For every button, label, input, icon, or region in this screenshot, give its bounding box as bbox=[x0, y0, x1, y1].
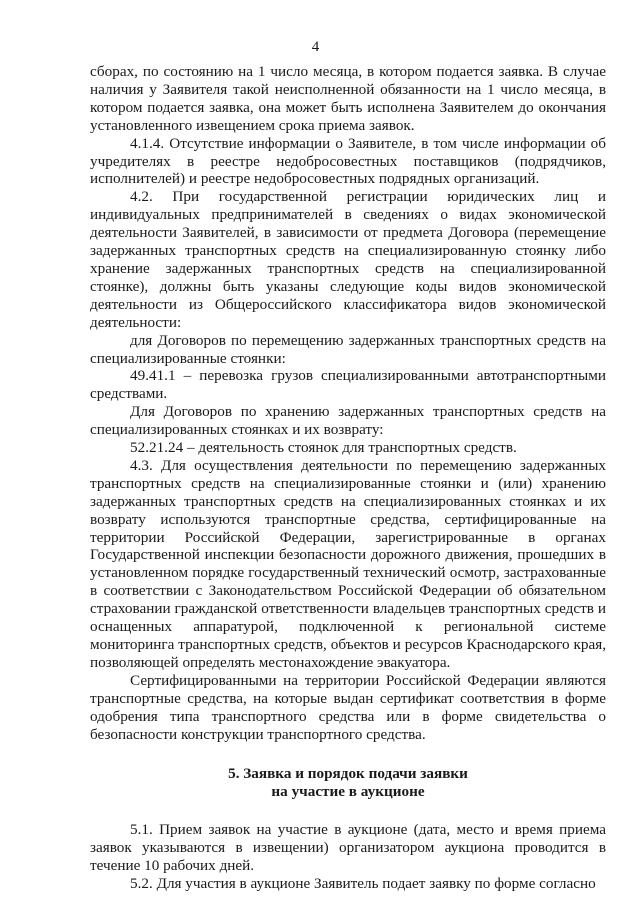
paragraph-code-49-41-1: 49.41.1 – перевозка грузов специализированными автотранспортными средствами. bbox=[90, 367, 606, 403]
page-number: 4 bbox=[311, 39, 320, 55]
section-heading-line-1: 5. Заявка и порядок подачи заявки bbox=[228, 765, 468, 783]
paragraph-4-3: 4.3. Для осуществления деятельности по перемещению задержанных транспортных средств на специализированные стоянки и (или) хранению задержанных транспортных средств на специализированных стоянках и их возврату используются транспортные средства, сертифицированные на территории Российской Федерации, зарегистрированные в органах Государственной инспекции безопасности дорожного движения, прошедших в установленном порядке государственный технический осмотр, застрахованные в соответствии с Законодательством Российской Федерации об обязательном страховании гражданской ответственности владельцев транспортных средств и оснащенных аппаратурой, подключенной к региональной системе мониторинга транспортных средств, объектов и ресурсов Краснодарского края, позволяющей определять местонахождение эвакуатора. bbox=[90, 456, 606, 671]
paragraph-certified-vehicles: Сертифицированными на территории Российской Федерации являются транспортные средства, на которые выдан сертификат соответствия в форме одобрения типа транспортного средства или в форме свидетельства о безопасности конструкции транспортного средства. bbox=[90, 671, 606, 743]
section-heading-line-2: на участие в аукционе bbox=[271, 783, 425, 801]
paragraph-4-1-4: 4.1.4. Отсутствие информации о Заявителе, в том числе информации об учредителях в реестре недобросовестных поставщиков (подрядчиков, исполнителей) и реестре недобросовестных подрядных организаций. bbox=[90, 134, 606, 188]
paragraph-storage-contracts: Для Договоров по хранению задержанных транспортных средств на специализированных стоянках и их возврату: bbox=[90, 403, 606, 439]
document-body bbox=[90, 63, 606, 893]
paragraph-5-1: 5.1. Прием заявок на участие в аукционе (дата, место и время приема заявок указываются в извещении) организатором аукциона проводится в течение 10 рабочих дней. bbox=[90, 821, 606, 875]
section-5-heading bbox=[90, 765, 606, 801]
paragraph-5-2: 5.2. Для участия в аукционе Заявитель подает заявку по форме согласно bbox=[130, 875, 596, 893]
paragraph-4-2: 4.2. При государственной регистрации юридических лиц и индивидуальных предпринимателей в сведениях о видах экономической деятельности Заявителей, в зависимости от предмета Договора (перемещение задержанных транспортных средств на специализированную стоянку либо хранение задержанных транспортных средств на специализированной стоянке), должны быть указаны следующие коды видов экономической деятельности из Общероссийского классификатора видов экономической деятельности: bbox=[90, 188, 606, 331]
paragraph-transport-contracts: для Договоров по перемещению задержанных транспортных средств на специализированные стоянки: bbox=[90, 331, 606, 367]
paragraph-continuation: сборах, по состоянию на 1 число месяца, в котором подается заявка. В случае наличия у Заявителя такой неисполненной обязанности на 1 число месяца, в котором подается заявка, она может быть исполнена Заявителем до окончания установленного извещением срока приема заявок. bbox=[90, 63, 606, 134]
paragraph-code-52-21-24: 52.21.24 – деятельность стоянок для транспортных средств. bbox=[130, 439, 517, 457]
